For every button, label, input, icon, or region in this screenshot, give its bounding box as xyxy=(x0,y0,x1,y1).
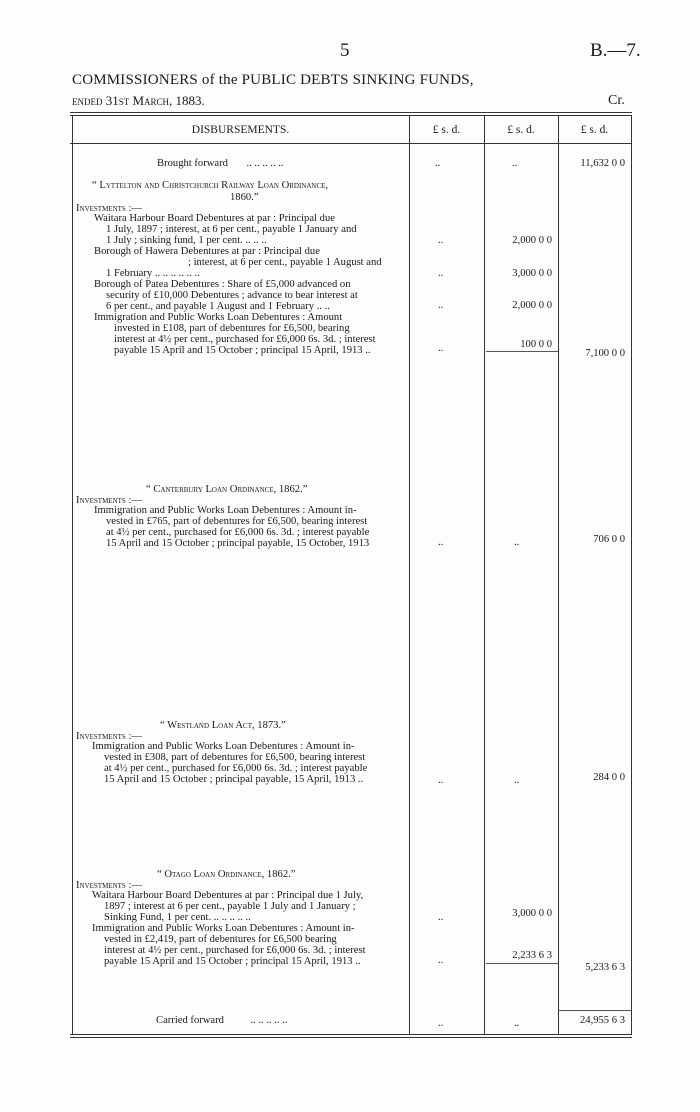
column-3-header: £ s. d. xyxy=(580,124,609,136)
list-item: Immigration and Public Works Loan Debentures : Amount xyxy=(94,312,343,323)
section4-subtotal-rule xyxy=(486,963,558,964)
list-item: Sinking Fund, 1 per cent. .. .. .. .. .. xyxy=(104,912,251,923)
section4-amount-waitara: 3,000 0 0 xyxy=(512,908,552,919)
column-divider-2 xyxy=(484,115,485,1035)
column-divider-1 xyxy=(409,115,410,1035)
section1-col1-dots: .. xyxy=(438,235,444,246)
brought-forward-label: Brought forward .. .. .. .. .. xyxy=(157,158,284,169)
list-item: Immigration and Public Works Loan Debentures : Amount in- xyxy=(94,505,357,516)
list-item: vested in £765, part of debentures for £6,500, bearing interest xyxy=(106,516,368,527)
table-bottom-rule-2 xyxy=(70,1037,632,1038)
table-top-rule-2 xyxy=(70,115,632,116)
list-item: Immigration and Public Works Loan Debentures : Amount in- xyxy=(92,923,355,934)
list-item: 1 July, 1897 ; interest, at 6 per cent., payable 1 January and xyxy=(106,224,357,235)
section2-total: 706 0 0 xyxy=(593,534,625,545)
column-divider-3 xyxy=(558,115,559,1035)
section1-amount-hawera: 3,000 0 0 xyxy=(512,268,552,279)
document-reference: B.—7. xyxy=(590,40,641,61)
section1-col1-dots: .. xyxy=(438,268,444,279)
carried-forward-col1: .. xyxy=(438,1018,444,1029)
section1-amount-patea: 2,000 0 0 xyxy=(512,300,552,311)
list-item: security of £10,000 Debentures ; advance to bear interest at xyxy=(106,290,358,301)
list-item: Waitara Harbour Board Debentures at par : Principal due xyxy=(94,213,335,224)
list-item: interest at 4½ per cent., purchased for £6,000 6s. 3d. ; interest xyxy=(104,945,366,956)
list-item: vested in £308, part of debentures for £6,500, bearing interest xyxy=(104,752,366,763)
header-bottom-rule xyxy=(70,143,632,144)
list-item: Borough of Hawera Debentures at par : Principal due xyxy=(94,246,320,257)
section1-lines xyxy=(76,213,382,356)
brought-forward-total: 11,632 0 0 xyxy=(580,158,625,169)
section4-amount-immigration: 2,233 6 3 xyxy=(512,950,552,961)
list-item: payable 15 April and 15 October ; principal 15 April, 1913 .. xyxy=(114,345,371,356)
section2-col1: .. xyxy=(438,537,444,548)
list-item: 6 per cent., and payable 1 August and 1 February .. .. xyxy=(106,301,330,312)
table-top-rule xyxy=(70,112,632,113)
list-item: ; interest, at 6 per cent., payable 1 August and xyxy=(188,257,382,268)
page-number: 5 xyxy=(340,40,350,61)
section4-total: 5,233 6 3 xyxy=(585,962,625,973)
page-title: COMMISSIONERS of the PUBLIC DEBTS SINKING FUNDS, xyxy=(72,72,474,88)
section1-investments-label: Investments :— xyxy=(76,203,142,214)
section3-total: 284 0 0 xyxy=(593,772,625,783)
section3-investments-label: Investments :— xyxy=(76,731,142,742)
list-item: at 4½ per cent., purchased for £6,000 6s. 3d. ; interest payable xyxy=(104,763,368,774)
section2-heading: “ Canterbury Loan Ordinance, 1862.” xyxy=(146,484,308,495)
list-item: vested in £2,419, part of debentures for £6,500 bearing xyxy=(104,934,337,945)
section3-col2: .. xyxy=(514,775,520,786)
list-item: 1897 ; interest at 6 per cent., payable 1 July and 1 January ; xyxy=(104,901,356,912)
carried-forward-label: Carried forward .. .. .. .. .. xyxy=(156,1015,288,1026)
list-item: Waitara Harbour Board Debentures at par : Principal due 1 July, xyxy=(92,890,364,901)
section2-col2: .. xyxy=(514,537,520,548)
list-item: invested in £108, part of debentures for £6,500, bearing xyxy=(114,323,350,334)
carried-forward-rule xyxy=(558,1010,631,1011)
list-item: 1 July ; sinking fund, 1 per cent. .. .. .. xyxy=(106,235,267,246)
section1-heading: “ Lyttelton and Christchurch Railway Loan Ordinance, xyxy=(92,180,329,191)
section3-heading: “ Westland Loan Act, 1873.” xyxy=(160,720,286,731)
section1-amount-waitara: 2,000 0 0 xyxy=(512,235,552,246)
credit-marker: Cr. xyxy=(608,93,625,108)
section4-col1-dots: .. xyxy=(438,912,444,923)
carried-forward-dots: .. .. .. .. .. xyxy=(250,1015,288,1026)
list-item: Borough of Patea Debentures : Share of £5,000 advanced on xyxy=(94,279,351,290)
list-item: at 4½ per cent., purchased for £6,000 6s. 3d. ; interest payable xyxy=(106,527,370,538)
section3-col1: .. xyxy=(438,775,444,786)
section1-total: 7,100 0 0 xyxy=(585,348,625,359)
list-item: Immigration and Public Works Loan Debentures : Amount in- xyxy=(92,741,355,752)
section4-lines xyxy=(76,890,366,967)
list-item: interest at 4½ per cent., purchased for £6,000 6s. 3d. ; interest xyxy=(114,334,376,345)
carried-forward-col2: .. xyxy=(514,1018,520,1029)
brought-forward-col2: .. xyxy=(512,158,518,169)
section4-investments-label: Investments :— xyxy=(76,880,142,891)
column-1-header: £ s. d. xyxy=(432,124,461,136)
section3-lines xyxy=(76,741,367,785)
column-2-header: £ s. d. xyxy=(507,124,535,136)
brought-forward-col1: .. xyxy=(435,158,441,169)
list-item: payable 15 April and 15 October ; principal 15 April, 1913 .. xyxy=(104,956,361,967)
section1-heading-year: 1860.” xyxy=(230,192,259,203)
carried-forward-total: 24,955 6 3 xyxy=(579,1015,625,1026)
section4-col1-dots: .. xyxy=(438,955,444,966)
table-left-border xyxy=(72,115,73,1035)
disbursements-header: DISBURSEMENTS. xyxy=(191,124,290,136)
section2-investments-label: Investments :— xyxy=(76,495,142,506)
section4-heading: “ Otago Loan Ordinance, 1862.” xyxy=(157,869,296,880)
section1-amount-immigration: 100 0 0 xyxy=(520,339,552,350)
brought-forward-dots: .. .. .. .. .. xyxy=(246,158,284,169)
page-subtitle: ended 31st March, 1883. xyxy=(72,93,205,108)
section2-lines xyxy=(76,505,369,549)
list-item: 1 February .. .. .. .. .. .. xyxy=(106,268,200,279)
list-item: 15 April and 15 October ; principal payable, 15 April, 1913 .. xyxy=(104,774,364,785)
list-item: 15 April and 15 October ; principal payable, 15 October, 1913 xyxy=(106,538,370,549)
table-right-border xyxy=(631,115,632,1035)
section1-col1-dots: .. xyxy=(438,343,444,354)
table-bottom-rule xyxy=(70,1034,632,1035)
section1-subtotal-rule xyxy=(486,351,558,352)
section1-col1-dots: .. xyxy=(438,300,444,311)
